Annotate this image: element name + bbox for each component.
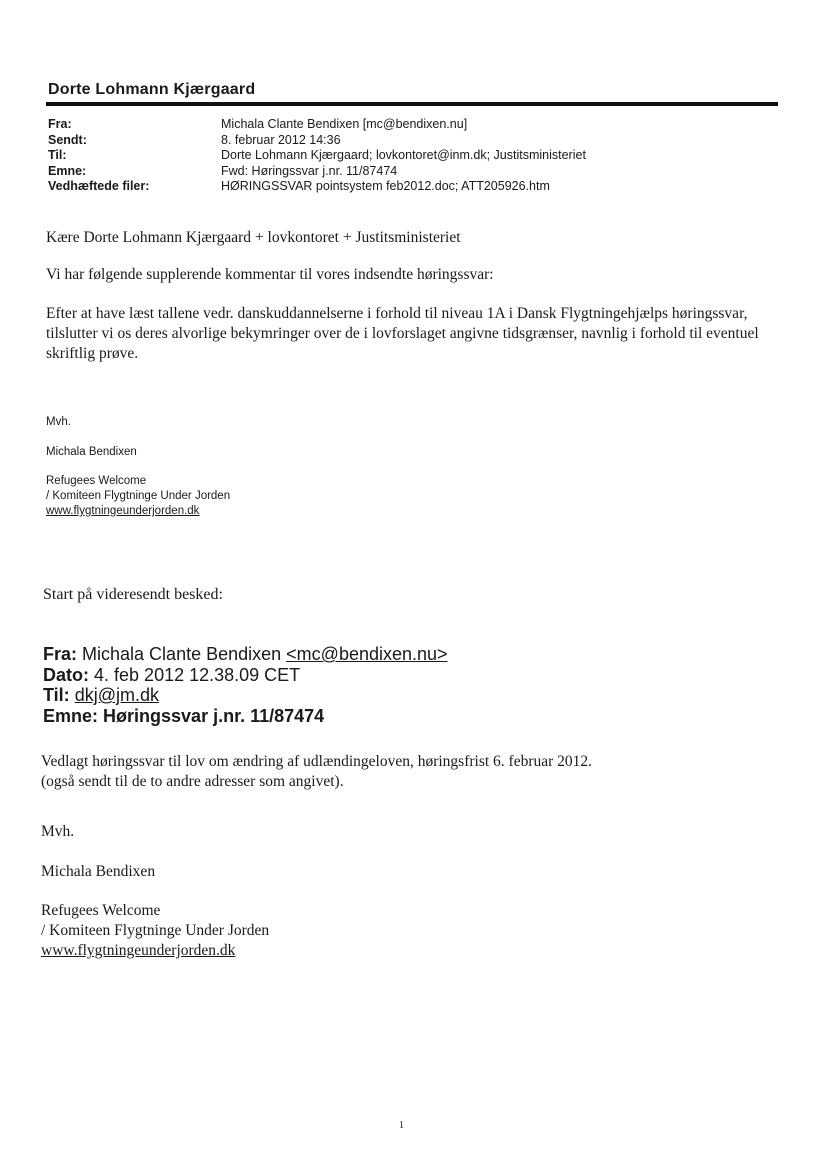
forward-intro: Start på videresendt besked: — [43, 586, 223, 603]
header-attachments-row — [48, 179, 586, 195]
header-sent-label: Sendt: — [48, 132, 87, 147]
header-subject-row — [48, 164, 586, 180]
email-header — [48, 117, 586, 195]
fwd-subject-row — [43, 706, 448, 727]
signature2-closing: Mvh. — [41, 823, 75, 840]
header-sent-value: 8. februar 2012 14:36 — [221, 132, 341, 147]
signature-name: Michala Bendixen — [46, 446, 137, 458]
forwarded-header — [43, 644, 448, 726]
body-paragraph-1: Vi har følgende supplerende kommentar til vores indsendte høringssvar: — [46, 266, 494, 283]
fwd-to-label: Til: — [43, 685, 70, 705]
fwd-to-email-link[interactable]: dkj@jm.dk — [74, 685, 159, 705]
fwd-to-row — [43, 685, 448, 706]
header-to-label: Til: — [48, 148, 67, 162]
header-divider — [46, 102, 778, 106]
header-to-row — [48, 148, 586, 164]
header-to-value: Dorte Lohmann Kjærgaard; lovkontoret@inm.dk; Justitsministeriet — [221, 148, 586, 162]
header-attachments-value: HØRINGSSVAR pointsystem feb2012.doc; ATT205926.htm — [221, 179, 550, 193]
signature-org-1: Refugees Welcome — [46, 475, 147, 487]
fwd-subject-value: Høringssvar j.nr. 11/87474 — [103, 705, 325, 726]
fwd-body-line-1: Vedlagt høringssvar til lov om ændring af udlændingeloven, høringsfrist 6. februar 2012. — [41, 753, 593, 770]
fwd-subject-label: Emne: — [43, 705, 99, 726]
header-subject-value: Fwd: Høringssvar j.nr. 11/87474 — [221, 163, 398, 178]
header-sent-row — [48, 133, 586, 149]
signature-website-link[interactable]: www.flygtningeunderjorden.dk — [46, 505, 200, 517]
fwd-from-row — [43, 644, 448, 665]
sender-name: Dorte Lohmann Kjærgaard — [48, 81, 256, 98]
header-from-row — [48, 117, 586, 133]
header-from-label: Fra: — [48, 117, 72, 131]
signature2-org-1: Refugees Welcome — [41, 902, 161, 919]
fwd-from-label: Fra: — [43, 644, 78, 664]
fwd-body-line-2: (også sendt til de to andre adresser som angivet). — [41, 773, 344, 790]
fwd-date-label: Dato: — [43, 664, 89, 685]
fwd-date-row — [43, 665, 448, 686]
fwd-from-name: Michala Clante Bendixen — [82, 644, 282, 664]
header-attachments-label: Vedhæftede filer: — [48, 179, 150, 193]
signature2-website-link[interactable]: www.flygtningeunderjorden.dk — [41, 942, 236, 959]
fwd-date-value: 4. feb 2012 12.38.09 CET — [94, 664, 301, 685]
page-number: 1 — [399, 1120, 404, 1131]
header-from-value: Michala Clante Bendixen [mc@bendixen.nu] — [221, 117, 468, 131]
signature-org-2: / Komiteen Flygtninge Under Jorden — [46, 490, 231, 502]
body-paragraph-2: Efter at have læst tallene vedr. danskuddannelserne i forhold til niveau 1A i Dansk Flygtningehjælps høringssvar, tilslutter vi os deres alvorlige bekymringer over de i lovforslaget angivne tidsgrænser, navnlig i forhold til eventuel skriftlig prøve. — [46, 305, 759, 362]
signature2-org-2: / Komiteen Flygtninge Under Jorden — [41, 922, 270, 939]
greeting: Kære Dorte Lohmann Kjærgaard + lovkontoret + Justitsministeriet — [46, 229, 461, 246]
fwd-from-email-link[interactable]: <mc@bendixen.nu> — [286, 644, 448, 664]
signature-closing: Mvh. — [46, 416, 71, 428]
header-subject-label: Emne: — [48, 163, 87, 178]
signature2-name: Michala Bendixen — [41, 863, 156, 880]
